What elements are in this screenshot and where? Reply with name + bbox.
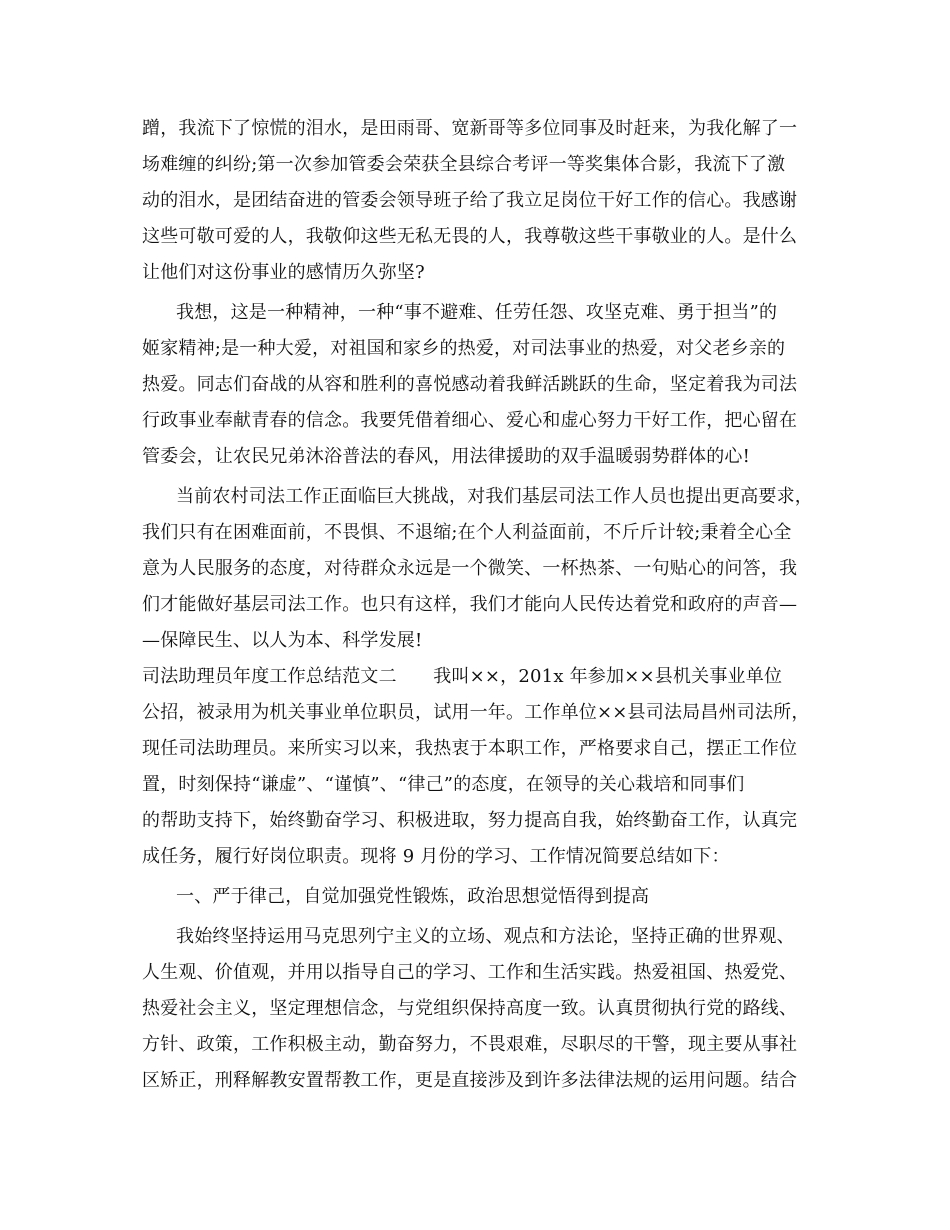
- text-line: 现任司法助理员。来所实习以来，我热衷于本职工作，严格要求自己，摆正工作位: [142, 738, 798, 759]
- section-title-line: 司法助理员年度工作总结范文二 我叫××，201x 年参加××县机关事业单位: [142, 666, 783, 687]
- text-line: 姬家精神;是一种大爱，对祖国和家乡的热爱，对司法事业的热爱，对父老乡亲的: [142, 338, 786, 359]
- text-line: 们才能做好基层司法工作。也只有这样，我们才能向人民传达着党和政府的声音—: [142, 594, 798, 615]
- section-heading: 一、严于律己，自觉加强党性锻炼，政治思想觉悟得到提高: [176, 886, 650, 907]
- text-line: 蹭，我流下了惊慌的泪水，是田雨哥、宽新哥等多位同事及时赶来，为我化解了一: [142, 118, 798, 139]
- text-line: 让他们对这份事业的感情历久弥坚?: [142, 262, 425, 283]
- text-line: 热爱。同志们奋战的从容和胜利的喜悦感动着我鲜活跳跃的生命，坚定着我为司法: [142, 374, 798, 395]
- text-line: 置，时刻保持“谦虚”、“谨慎”、“律己”的态度，在领导的关心栽培和同事们: [142, 774, 745, 795]
- text-line: 公招，被录用为机关事业单位职员，试用一年。工作单位××县司法局昌州司法所，: [142, 702, 810, 723]
- text-line: 这些可敬可爱的人，我敬仰这些无私无畏的人，我尊敬这些干事敬业的人。是什么: [142, 226, 798, 247]
- text-line: 意为人民服务的态度，对待群众永远是一个微笑、一杯热茶、一句贴心的问答，我: [142, 558, 798, 579]
- text-line: 行政事业奉献青春的信念。我要凭借着细心、爱心和虚心努力干好工作，把心留在: [142, 410, 798, 431]
- text-line: 当前农村司法工作正面临巨大挑战，对我们基层司法工作人员也提出更高要求，: [176, 486, 813, 507]
- text-line: 我们只有在困难面前，不畏惧、不退缩;在个人利益面前，不斤斤计较;秉着全心全: [142, 522, 792, 543]
- text-line: 的帮助支持下，始终勤奋学习、积极进取，努力提高自我，始终勤奋工作，认真完: [142, 810, 798, 831]
- text-line: 管委会，让农民兄弟沐浴普法的春风，用法律援助的双手温暖弱势群体的心!: [142, 446, 751, 467]
- text-line: 成任务，履行好岗位职责。现将 9 月份的学习、工作情况简要总结如下：: [142, 846, 730, 867]
- text-line: 动的泪水，是团结奋进的管委会领导班子给了我立足岗位干好工作的信心。我感谢: [142, 190, 798, 211]
- text-line: 我始终坚持运用马克思列宁主义的立场、观点和方法论，坚持正确的世界观、: [176, 926, 795, 947]
- text-line: 我想，这是一种精神，一种“事不避难、任劳任怨、攻坚克难、勇于担当”的: [176, 302, 778, 323]
- text-line: —保障民生、以人为本、科学发展!: [142, 630, 423, 651]
- text-line: 方针、政策，工作积极主动，勤奋努力，不畏艰难，尽职尽的干警，现主要从事社: [142, 1034, 798, 1055]
- text-line: 人生观、价值观，并用以指导自己的学习、工作和生活实践。热爱祖国、热爱党、: [142, 962, 798, 983]
- text-line: 热爱社会主义，坚定理想信念，与党组织保持高度一致。认真贯彻执行党的路线、: [142, 998, 798, 1019]
- text-line: 区矫正，刑释解教安置帮教工作，更是直接涉及到许多法律法规的运用问题。结合: [142, 1070, 798, 1091]
- text-line: 场难缠的纠纷;第一次参加管委会荣获全县综合考评一等奖集体合影，我流下了激: [142, 154, 786, 175]
